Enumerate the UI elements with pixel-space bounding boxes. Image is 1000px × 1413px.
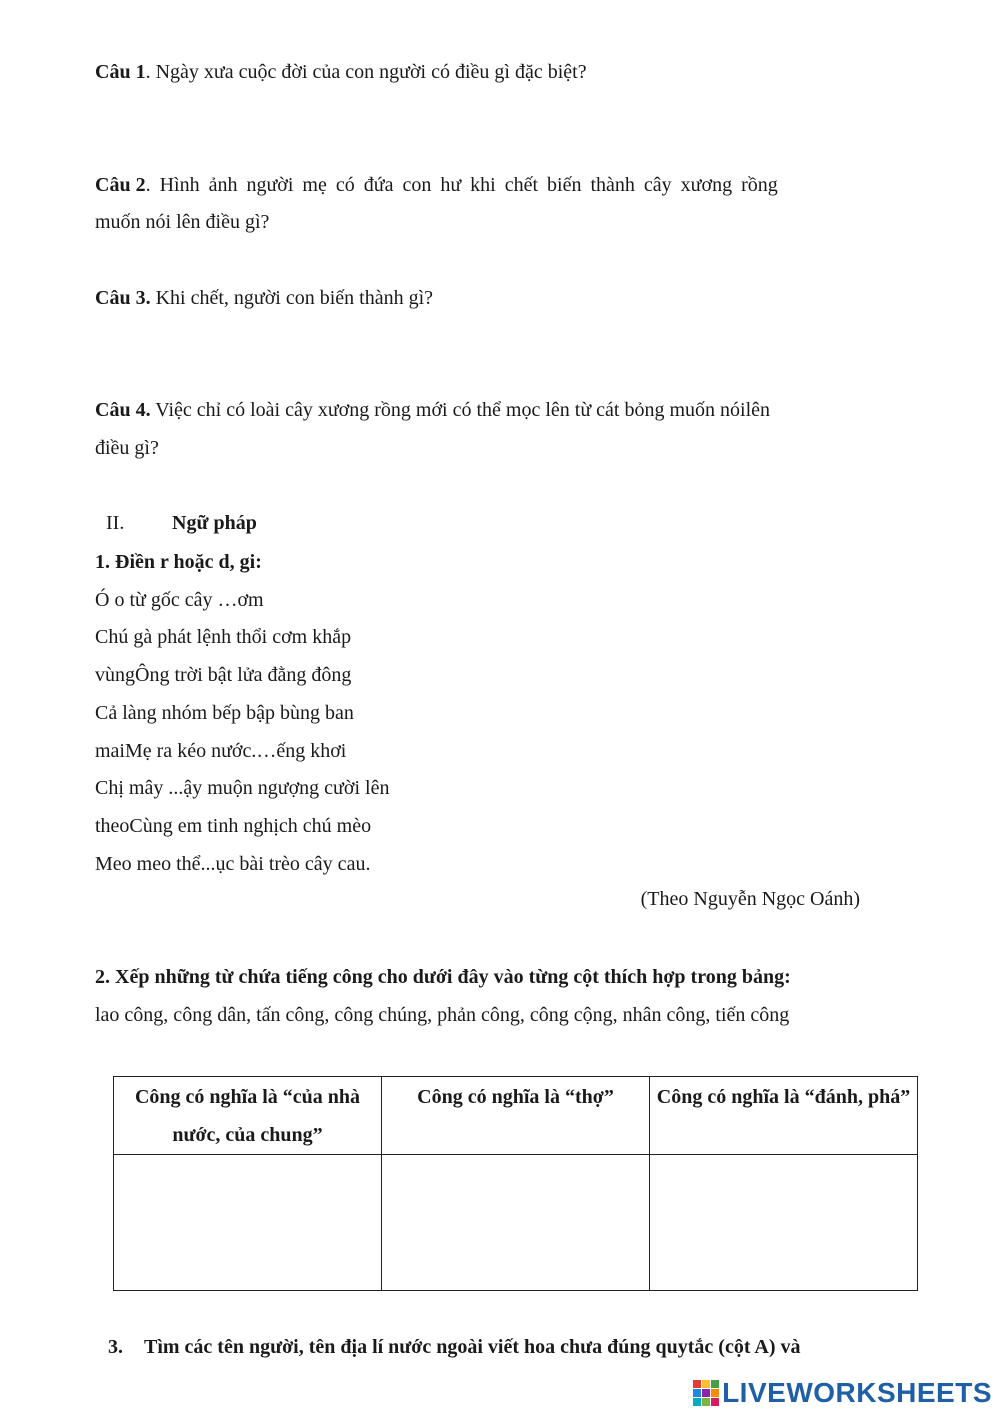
poem-credit: (Theo Nguyễn Ngọc Oánh) [640, 888, 860, 910]
question-4 [95, 398, 770, 422]
answer-cell-worker[interactable] [382, 1155, 650, 1291]
question-3-label: Câu 3. [95, 287, 151, 309]
answer-cell-attack[interactable] [650, 1155, 918, 1291]
poem-line: Chú gà phát lệnh thổi cơm khắp [95, 626, 352, 648]
table-header-cell: Công có nghĩa là “đánh, phá” [650, 1077, 918, 1155]
question-2-continuation: muốn nói lên điều gì? [95, 211, 270, 233]
poem-line: vùngÔng trời bật lửa đằng đông [95, 664, 352, 686]
table-answer-row [114, 1155, 918, 1291]
exercise-3-text: Tìm các tên người, tên địa lí nước ngoài viết hoa chưa đúng quytắc (cột A) và [144, 1336, 801, 1358]
liveworksheets-logo [692, 1378, 992, 1408]
table-header-row [114, 1077, 918, 1155]
poem-line: Cả làng nhóm bếp bập bùng ban [95, 702, 354, 724]
question-1-label: Câu 1 [95, 61, 146, 83]
classification-table [113, 1076, 918, 1291]
poem-line: maiMẹ ra kéo nước.…ếng khơi [95, 740, 347, 762]
exercise-2-words: lao công, công dân, tấn công, công chúng, phản công, công cộng, nhân công, tiến công [95, 1004, 790, 1026]
table-header-cell: Công có nghĩa là “thợ” [382, 1077, 650, 1155]
question-4-continuation: điều gì? [95, 437, 159, 459]
exercise-3-number: 3. [108, 1336, 123, 1358]
section-number: II. [106, 512, 125, 534]
liveworksheets-blocks-icon [692, 1379, 720, 1407]
poem-line: Chị mây ...ậy muộn ngượng cười lên [95, 777, 390, 799]
section-title: Ngữ pháp [172, 512, 257, 534]
poem-line: Meo meo thể...ục bài trèo cây cau. [95, 853, 371, 875]
question-3 [95, 286, 433, 310]
question-4-text: Việc chỉ có loài cây xương rồng mới có thể mọc lên từ cát bỏng muốn nóilên [150, 399, 771, 421]
exercise-2-title: 2. Xếp những từ chứa tiếng công cho dưới đây vào từng cột thích hợp trong bảng: [95, 966, 791, 988]
table-header-cell: Công có nghĩa là “của nhà nước, của chung” [114, 1077, 382, 1155]
question-1 [95, 60, 587, 84]
question-3-text: Khi chết, người con biến thành gì? [150, 287, 434, 309]
poem-line: theoCùng em tinh nghịch chú mèo [95, 815, 372, 837]
question-2-text: . Hình ảnh người mẹ có đứa con hư khi chết biến thành cây xương rồng [145, 174, 778, 196]
answer-cell-public[interactable] [114, 1155, 382, 1291]
liveworksheets-wordmark: LIVEWORKSHEETS [722, 1377, 992, 1408]
question-2-label: Câu 2 [95, 174, 146, 196]
question-2 [95, 173, 778, 197]
poem-line: Ó o từ gốc cây …ơm [95, 589, 264, 611]
exercise-3 [108, 1336, 801, 1359]
question-1-text: . Ngày xưa cuộc đời của con người có điều gì đặc biệt? [145, 61, 587, 83]
exercise-1-title: 1. Điền r hoặc d, gi: [95, 551, 262, 573]
question-4-label: Câu 4. [95, 399, 151, 421]
